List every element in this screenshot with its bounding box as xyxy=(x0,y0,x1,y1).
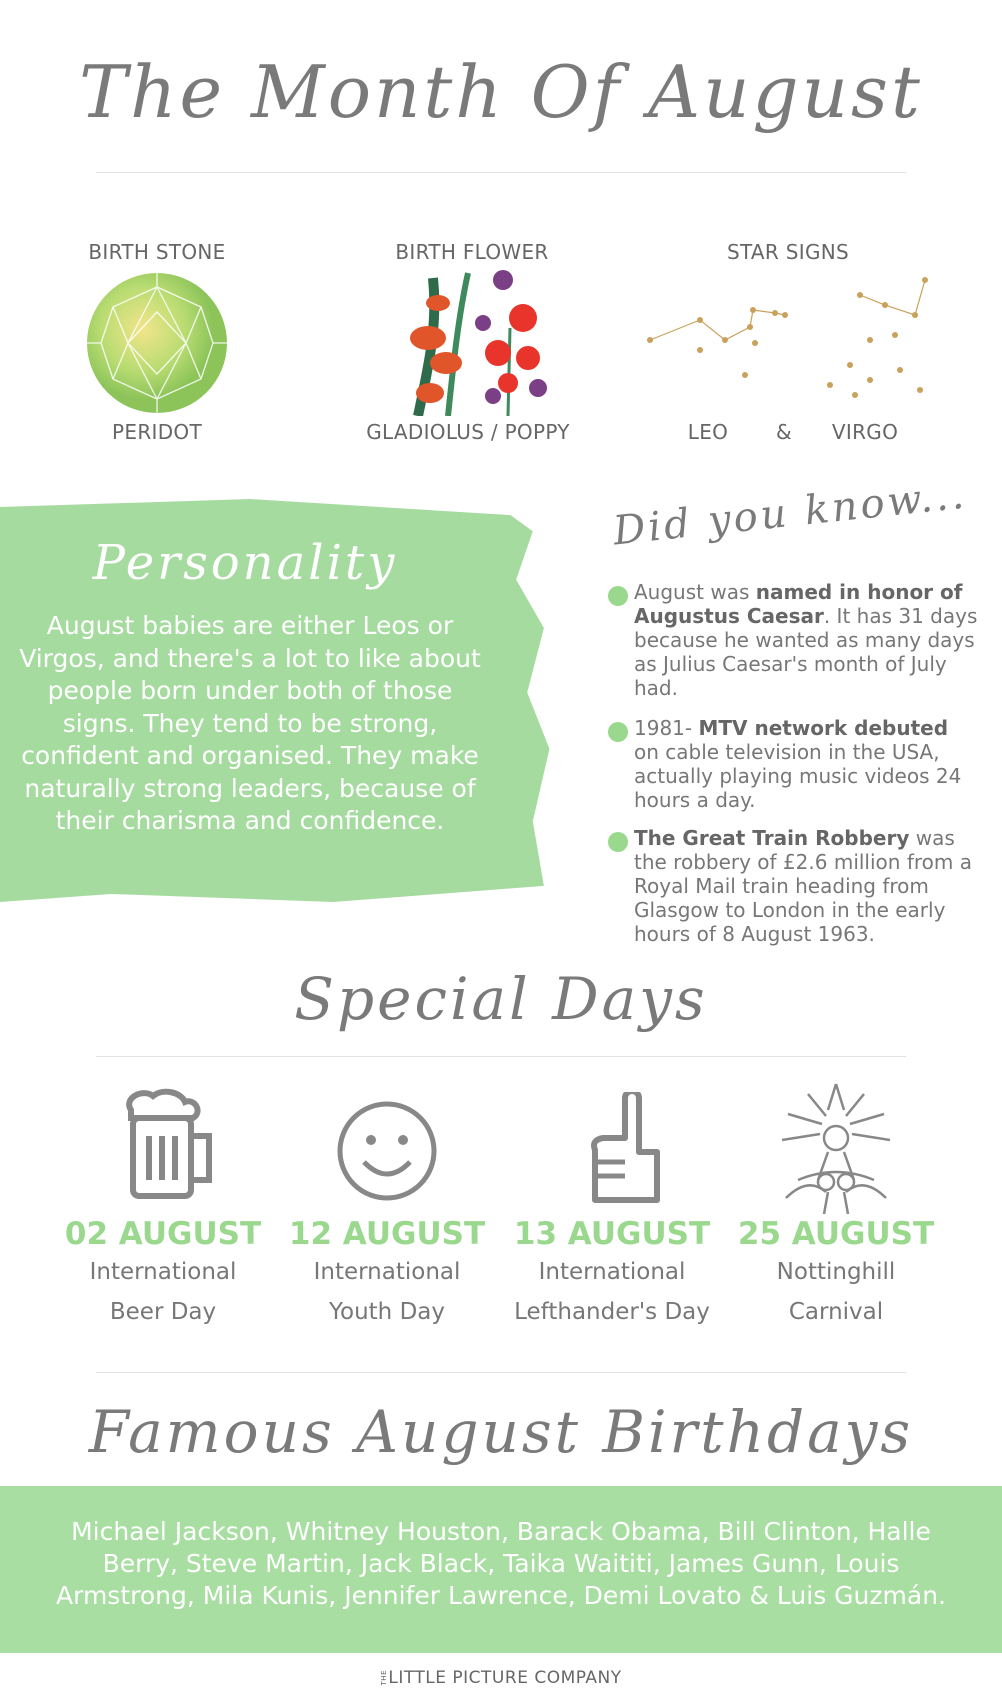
fact-item: 1981- MTV network debuted on cable television in the USA, actually playing music videos 24 hours a day. xyxy=(608,716,978,812)
special-day-lefthanders xyxy=(497,1216,727,1332)
birth-flower-value: GLADIOLUS / POPPY xyxy=(366,420,570,444)
special-day-date: 13 AUGUST xyxy=(513,1216,711,1252)
special-day-carnival xyxy=(731,1216,941,1332)
special-day-line: Beer Day xyxy=(109,1299,217,1325)
special-day-youth xyxy=(282,1216,492,1332)
birthdays-band xyxy=(0,1486,1002,1653)
birthdays-title: Famous August Birthdays xyxy=(88,1398,914,1466)
divider xyxy=(96,1056,906,1057)
bullet-dot-icon xyxy=(608,586,628,606)
peridot-gem-icon xyxy=(86,272,228,414)
page-title: The Month Of August xyxy=(79,50,923,134)
star-sign-virgo: VIRGO xyxy=(831,420,899,444)
virgo-constellation-icon xyxy=(825,275,930,405)
special-day-line: International xyxy=(313,1259,461,1285)
special-days-title: Special Days xyxy=(294,965,708,1033)
special-day-line: Nottinghill xyxy=(776,1259,896,1285)
birth-stone-heading: BIRTH STONE xyxy=(88,240,226,264)
birth-flower-heading: BIRTH FLOWER xyxy=(395,240,549,264)
brand-name: LITTLE PICTURE COMPANY xyxy=(388,1668,622,1688)
gladiolus-poppy-flower-icon xyxy=(398,268,558,416)
special-day-line: Lefthander's Day xyxy=(514,1299,710,1325)
brand-logo xyxy=(0,1668,1002,1688)
special-day-date: 12 AUGUST xyxy=(288,1216,486,1252)
star-sign-leo: LEO xyxy=(687,420,729,444)
special-day-line: International xyxy=(538,1259,686,1285)
bullet-dot-icon xyxy=(608,832,628,852)
carnival-dancer-icon xyxy=(778,1080,894,1216)
smiley-icon xyxy=(336,1100,438,1202)
birth-stone-value: PERIDOT xyxy=(112,420,202,444)
star-signs-heading: STAR SIGNS xyxy=(726,240,850,264)
bullet-dot-icon xyxy=(608,722,628,742)
brand-the: THE xyxy=(380,1670,389,1686)
birthdays-list: Michael Jackson, Whitney Houston, Barack Obama, Bill Clinton, Halle Berry, Steve Martin, Jack Black, Taika Waititi, James Gunn, Louis Armstrong, Mila Kunis, Jennifer Lawrence, Demi Lovato & Luis Guzmán. xyxy=(56,1517,946,1610)
special-day-line: Youth Day xyxy=(329,1299,445,1325)
special-day-date: 02 AUGUST xyxy=(64,1216,262,1252)
beer-mug-icon xyxy=(123,1088,215,1200)
fact-item: The Great Train Robbery was the robbery of £2.6 million from a Royal Mail train heading from Glasgow to London in the early hours of 8 August 1963. xyxy=(608,826,978,946)
special-day-line: International xyxy=(89,1259,237,1285)
divider xyxy=(96,172,906,173)
special-day-line: Carnival xyxy=(788,1299,884,1325)
star-sign-ampersand: & xyxy=(776,420,792,444)
left-hand-icon xyxy=(585,1092,665,1204)
special-day-beer xyxy=(58,1216,268,1332)
fact-item: August was named in honor of Augustus Caesar. It has 31 days because he wanted as many days as Julius Caesar's month of July had. xyxy=(608,580,978,700)
special-day-date: 25 AUGUST xyxy=(737,1216,935,1252)
personality-text: August babies are either Leos or Virgos, and there's a lot to like about people born under both of those signs. They tend to be strong, confident and organised. They make naturally strong leaders, because of their charisma and confidence. xyxy=(19,611,481,835)
leo-constellation-icon xyxy=(645,295,805,390)
did-you-know-title: Did you know... xyxy=(611,471,969,555)
divider xyxy=(96,1372,906,1373)
personality-title: Personality xyxy=(92,535,398,591)
